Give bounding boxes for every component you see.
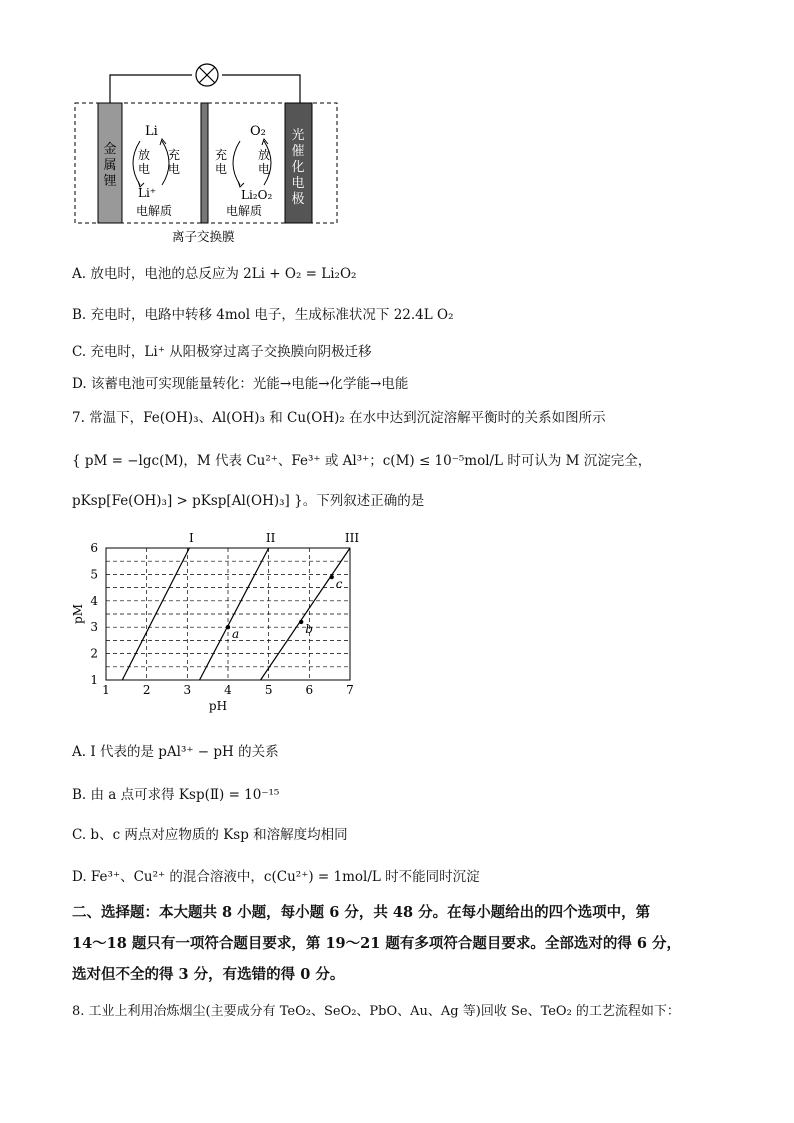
series-label: II [265,531,276,545]
data-point [226,625,230,629]
q7-stem-1: 7. 常温下，Fe(OH)₃、Al(OH)₃ 和 Cu(OH)₂ 在水中达到沉淀溶解平衡时的关系如图所示 [72,410,606,426]
x-tick-label: 7 [346,683,354,697]
y-tick-label: 1 [90,673,98,687]
q6-option-d: D. 该蓄电池可实现能量转化：光能→电能→化学能→电能 [72,376,409,392]
section2-line1: 二、选择题：本大题共 8 小题，每小题 6 分，共 48 分。在每小题给出的四个选项中，第 [72,904,651,921]
right-electrode-label: 光催化电极 [291,128,305,207]
right-charge-label: 充电 [215,148,228,176]
series-line [261,548,350,680]
x-tick-label: 6 [305,683,314,697]
q7-option-d: D. Fe³⁺、Cu²⁺ 的混合溶液中，c(Cu²⁺) = 1mol/L 时不能同时沉淀 [72,869,480,885]
y-tick-label: 2 [90,646,98,661]
left-electrolyte-label: 电解质 [136,204,173,218]
y-tick-label: 3 [90,620,98,635]
q7-option-c: C. b、c 两点对应物质的 Ksp 和溶解度均相同 [72,827,348,843]
series-label: I [188,531,194,545]
x-axis-label: pH [208,699,228,713]
lamp-icon [196,64,218,86]
pm-ph-chart [70,528,370,718]
data-point [299,620,303,624]
data-point [330,575,334,579]
right-bottom-label: Li₂O₂ [241,188,273,202]
point-label: c [335,577,343,592]
x-tick-label: 4 [224,683,232,697]
y-tick-label: 6 [90,541,98,555]
x-tick-label: 1 [102,683,110,697]
y-tick-label: 4 [90,593,98,608]
q7-stem-2: { pM = −lgc(M)，M 代表 Cu²⁺、Fe³⁺ 或 Al³⁺；c(M) ≤ 10⁻⁵mol/L 时可认为 M 沉淀完全， [72,453,652,469]
left-top-label: Li [145,124,158,139]
x-tick-label: 3 [183,683,192,697]
left-charge-label: 充电 [168,148,181,176]
x-tick-label: 5 [264,683,273,697]
right-electrolyte-label: 电解质 [226,204,263,218]
x-tick-label: 2 [142,683,151,697]
right-discharge-label: 放电 [258,148,271,176]
q7-option-b: B. 由 a 点可求得 Ksp(Ⅱ) = 10⁻¹⁵ [72,787,280,803]
q6-option-a: A. 放电时，电池的总反应为 2Li + O₂ = Li₂O₂ [72,266,357,282]
point-label: a [232,627,240,642]
series-line [200,548,269,680]
point-label: b [305,621,313,636]
q8-stem: 8. 工业上利用冶炼烟尘(主要成分有 TeO₂、SeO₂、PbO、Au、Ag 等)回收 Se、TeO₂ 的工艺流程如下： [72,1004,680,1019]
q7-option-a: A. I 代表的是 pAl³⁺ − pH 的关系 [72,744,279,760]
left-bottom-label: Li⁺ [138,186,157,200]
left-electrode-label: 金属锂 [103,142,117,189]
right-top-label: O₂ [250,124,266,139]
section2-line3: 选对但不全的得 3 分，有选错的得 0 分。 [72,966,345,983]
y-axis-label: pM [71,604,85,624]
membrane-label: 离子交换膜 [172,229,235,244]
y-tick-label: 5 [90,567,98,582]
membrane [201,103,208,223]
q6-option-c: C. 充电时，Li⁺ 从阳极穿过离子交换膜向阴极迁移 [72,344,372,360]
q6-option-b: B. 充电时，电路中转移 4mol 电子，生成标准状况下 22.4L O₂ [72,307,454,323]
q7-stem-3: pKsp[Fe(OH)₃] > pKsp[Al(OH)₃] }。下列叙述正确的是 [72,493,425,509]
left-discharge-label: 放电 [138,148,151,176]
section2-line2: 14～18 题只有一项符合题目要求，第 19～21 题有多项符合题目要求。全部选对的得 6 分， [72,935,682,952]
battery-diagram [60,55,360,255]
series-label: III [344,531,360,545]
